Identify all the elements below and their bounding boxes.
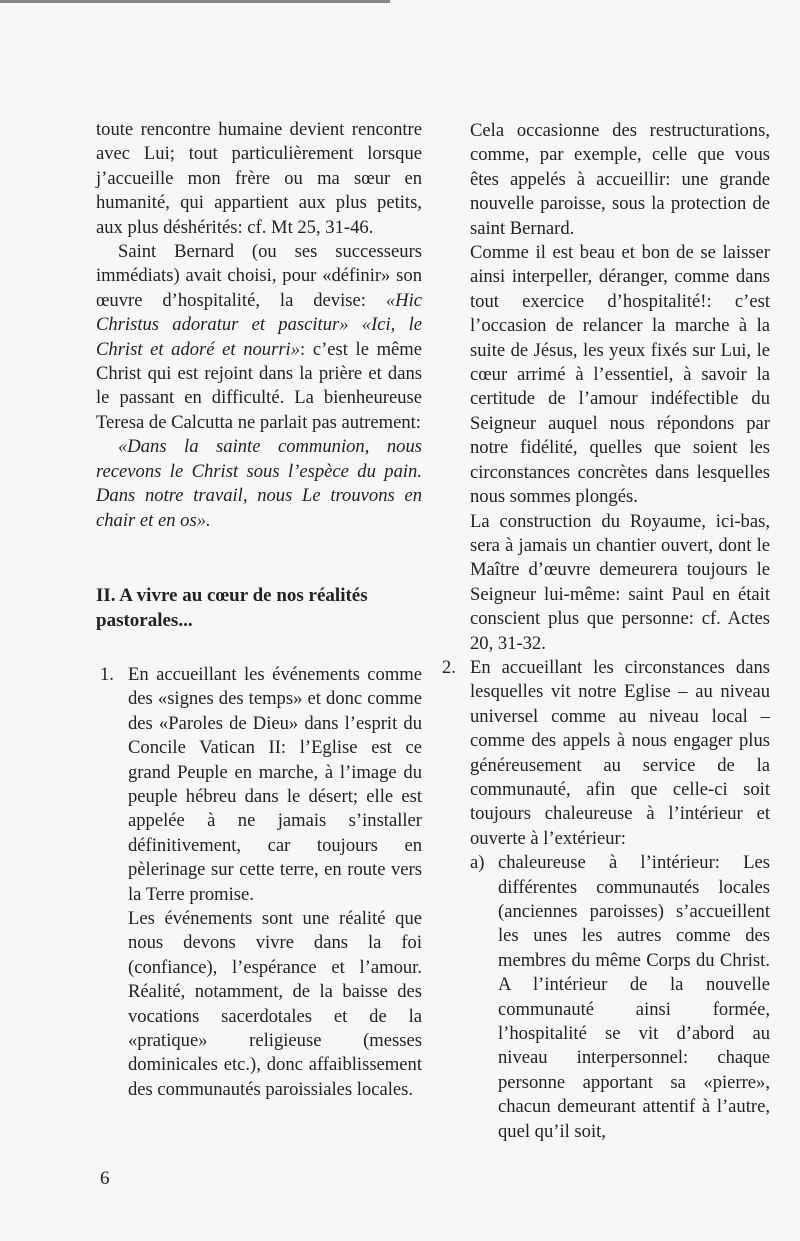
paragraph-saint-bernard-intro: Saint Bernard (ou ses successeurs immédiats) avait choisi, pour «définir» son œuvre d’hospitalité, la devise: <box>96 241 422 311</box>
paragraph-hospitality: Comme il est beau et bon de se laisser ainsi interpeller, déranger, comme dans tout exercice d’hospitalité!: c’est l’occasion de relancer la marche à la suite de Jésus, les yeux fixés sur Lui, le cœur arrimé à l’essentiel, à savoir la certitude de l’amour indéfectible du Seigneur auquel nous répondons par notre fidélité, quelles que soient les circonstances concrètes dans lesquelles nous sommes plongés. <box>470 242 770 508</box>
sub-item-a-label: a) <box>470 852 485 874</box>
list-item-2-text: En accueillant les circonstances dans lesquelles vit notre Eglise – au niveau universel comme au niveau local – comme des appels à nous engager plus généreusement au service de la communauté, afin que celle-ci soit toujours chaleureuse à l’intérieur et ouverte à l’extérieur: <box>470 656 770 849</box>
left-column <box>96 118 422 1102</box>
section-heading: II. A vivre au cœur de nos réalités pastorales... <box>96 584 368 631</box>
paragraph-saint-bernard-rest: : c’est le même Christ qui est rejoint dans la prière et dans le passant en difficulté. La bienheureuse Teresa de Calcutta ne parlait pas autrement: <box>96 338 423 433</box>
sub-item-a-text: chaleureuse à l’intérieur: Les différentes communautés locales (anciennes paroisses) s’accueillent les unes les autres comme des membres du même Corps du Christ. A l’intérieur de la nouvelle communauté ainsi formée, l’hospitalité se vit d’abord au niveau interpersonnel: chaque personne apportant sa «pierre», chacun demeurant attentif à l’autre, quel qu’il soit, <box>498 852 770 1142</box>
paragraph-saint-bernard <box>96 240 422 435</box>
teresa-quote: «Dans la sainte communion, nous recevons le Christ sous l’espèce du pain. Dans notre travail, nous Le trouvons en chair et en os». <box>96 436 422 531</box>
paragraph-restructuring: Cela occasionne des restructurations, comme, par exemple, celle que vous êtes appelés à accueillir: une grande nouvelle paroisse, sous la protection de saint Bernard. <box>470 120 770 239</box>
list-item-1-continuation: Les événements sont une réalité que nous devons vivre dans la foi (confiance), l’espérance et l’amour. Réalité, notamment, de la baisse des vocations sacerdotales et de la «pratique» religieuse (messes dominicales etc.), donc affaiblissement des communautés paroissiales locales. <box>128 907 422 1100</box>
sub-item-a <box>470 851 770 1144</box>
page-number: 6 <box>100 1168 110 1189</box>
list-item-1-text: En accueillant les événements comme des «signes des temps» et donc comme des «Paroles de Dieu» dans l’esprit du Concile Vatican II: l’Eglise est ce grand Peuple en marche, à l’image du peuple hébreu dans le désert; elle est appelée à ne jamais s’installer définitivement, car toujours en pèlerinage sur cette terre, en route vers la Terre promise. <box>128 663 422 905</box>
list-item-1-number: 1. <box>100 663 114 685</box>
list-item-2 <box>438 656 770 1144</box>
right-column <box>442 119 770 1144</box>
paragraph-encounter: toute rencontre humaine devient rencontre avec Lui; tout particulièrement lorsque j’accueille mon frère ou ma sœur en humanité, qui appartient aux plus petits, aux plus déshérités: cf. Mt 25, 31-46. <box>96 119 422 238</box>
paragraph-kingdom: La construction du Royaume, ici-bas, sera à jamais un chantier ouvert, dont le Maître d’œuvre demeurera toujours le Seigneur lui-même: saint Paul en était conscient plus que personne: cf. Actes 20, 31-32. <box>470 510 770 654</box>
latin-motto: «Hic Christus adoratur et pascitur» «Ici, le Christ et adoré et nourri» <box>96 289 422 360</box>
list-item-1 <box>96 663 422 1102</box>
list-item-2-number: 2. <box>442 656 456 678</box>
